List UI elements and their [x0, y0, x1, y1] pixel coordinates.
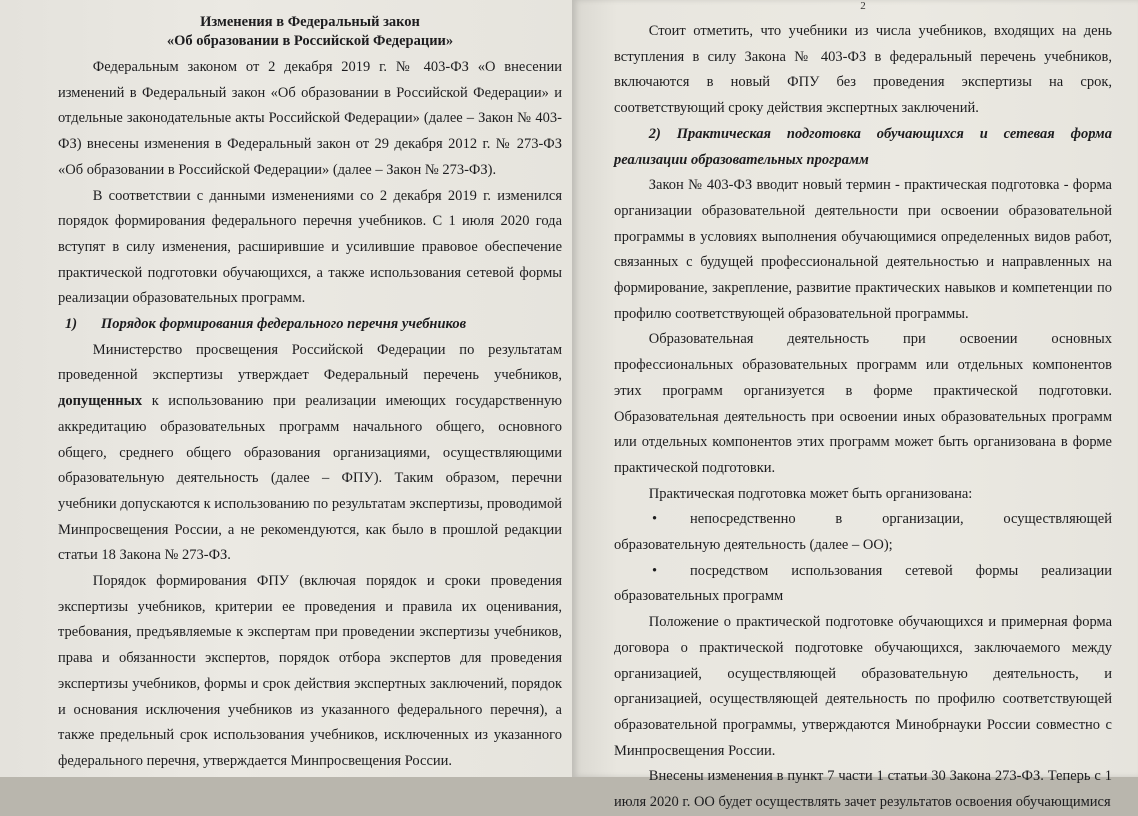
paragraph-article-30: Внесены изменения в пункт 7 части 1 статьи 30 Закона 273-ФЗ. Теперь с 1 июля 2020 г. ОО будет осуществлять зачет результатов освоения обучающимися	[614, 768, 1112, 811]
paragraph-educational-activity: Образовательная деятельность при освоении основных профессиональных образовательных программ или отдельных компонентов этих программ организуется в форме практической подготовки. Образовательная деятельность при освоении иных образовательных программ или отдельных компонентов этих программ может быть организована в форме практической подготовки.	[614, 331, 1112, 476]
paragraph-changes-overview: В соответствии с данными изменениями со 2 декабря 2019 г. изменился порядок формирования федерального перечня учебников. С 1 июля 2020 года вступят в силу изменения, расширившие и усилившие правовое обеспечение практической подготовки обучающихся, а также использования сетевой формы реализации образовательных программ.	[58, 187, 562, 307]
paragraph-fpu-bold: допущенных	[58, 393, 143, 410]
paragraph-practical-training-term: Закон № 403-ФЗ вводит новый термин - практическая подготовка - форма организации образовательной деятельности при освоении образовательной программы в условиях выполнения обучающимися определенных видов работ, связанных с будущей профессиональной деятельностью и направленных на формирование, закрепление, развитие практических навыков и компетенции по профилю соответствующей образовательной программы.	[614, 177, 1112, 322]
section-heading-2-line-2: реализации образовательных программ	[614, 151, 869, 168]
section-heading-1	[58, 312, 562, 338]
list-item	[614, 507, 1112, 558]
section-number-1: 1)	[65, 316, 78, 333]
bullet-text-2: посредством использования сетевой формы реализации образовательных программ	[614, 562, 1112, 605]
paragraph-textbooks-note: Стоит отметить, что учебники из числа учебников, входящих на день вступления в силу Закона № 403-ФЗ в федеральный перечень учебников, включаются в новый ФПУ без проведения экспертизы на срок, соответствующий сроку действия экспертных заключений.	[614, 23, 1112, 117]
paragraph-law-403: Федеральным законом от 2 декабря 2019 г. № 403-ФЗ «О внесении изменений в Федеральный закон «Об образовании в Российской Федерации» и отдельные законодательные акты Российской Федерации» (далее – Закон № 403-ФЗ) внесены изменения в Федеральный закон от 29 декабря 2012 г. № 273-ФЗ «Об образовании в Российской Федерации» (далее – Закон № 273-ФЗ).	[58, 59, 562, 178]
right-page	[572, 0, 1138, 811]
section-title-1: Порядок формирования федерального перечня учебников	[101, 316, 467, 333]
paragraph-fpu-definition	[58, 338, 562, 569]
paragraph-fpu-procedure: Порядок формирования ФПУ (включая порядок и сроки проведения экспертизы учебников, критерии ее проведения и правила их оценивания, требования, предъявляемые к экспертам при проведении экспертизы учебников, права и обязанности экспертов, порядок отбора экспертов для проведения экспертизы учебников, формы и срок действия экспертных заключений, порядок и основания исключения учебников из указанного федерального перечня), а также предельный срок использования учебников, исключенных из указанного федерального перечня, утверждается Минпросвещения России.	[58, 573, 562, 769]
bullet-text-1: непосредственно в организации, осуществляющей образовательную деятельность (далее – ОО);	[614, 511, 1112, 554]
bullet-mark: •	[652, 562, 658, 579]
paragraph-fpu-start: Министерство просвещения Российской Федерации по результатам проведенной экспертизы утверждает Федеральный перечень учебников,	[58, 341, 562, 384]
paragraph-organization-intro: Практическая подготовка может быть организована:	[648, 485, 973, 502]
title-line-2: «Об образовании в Российской Федерации»	[166, 33, 454, 49]
section-heading-2-line-1: 2) Практическая подготовка обучающихся и сетевая форма	[648, 125, 1112, 142]
left-page	[0, 0, 572, 777]
paragraph-regulation: Положение о практической подготовке обучающихся и примерная форма договора о практической подготовке обучающихся, заключаемого между организацией, осуществляющей образовательную деятельность, и организацией, осуществляющей деятельность по профилю соответствующей образовательной программы, утверждаются Минобрнауки России совместно с Минпросвещения России.	[614, 614, 1112, 759]
title-line-1: Изменения в Федеральный закон	[200, 14, 420, 30]
bullet-mark: •	[652, 511, 658, 528]
list-item	[614, 559, 1112, 610]
paragraph-fpu-end: к использованию при реализации имеющих государственную аккредитацию образовательных программ начального общего, основного общего, среднего общего образования организациями, осуществляющими образовательную деятельность (далее – ФПУ). Таким образом, перечни учебники допускаются к использованию по результатам экспертизы, проводимой Минпросвещения России, а не рекомендуются, как было в прошлой редакции статьи 18 Закона № 273-ФЗ.	[58, 393, 563, 564]
document-title	[58, 13, 562, 51]
page-number: 2	[860, 0, 866, 12]
